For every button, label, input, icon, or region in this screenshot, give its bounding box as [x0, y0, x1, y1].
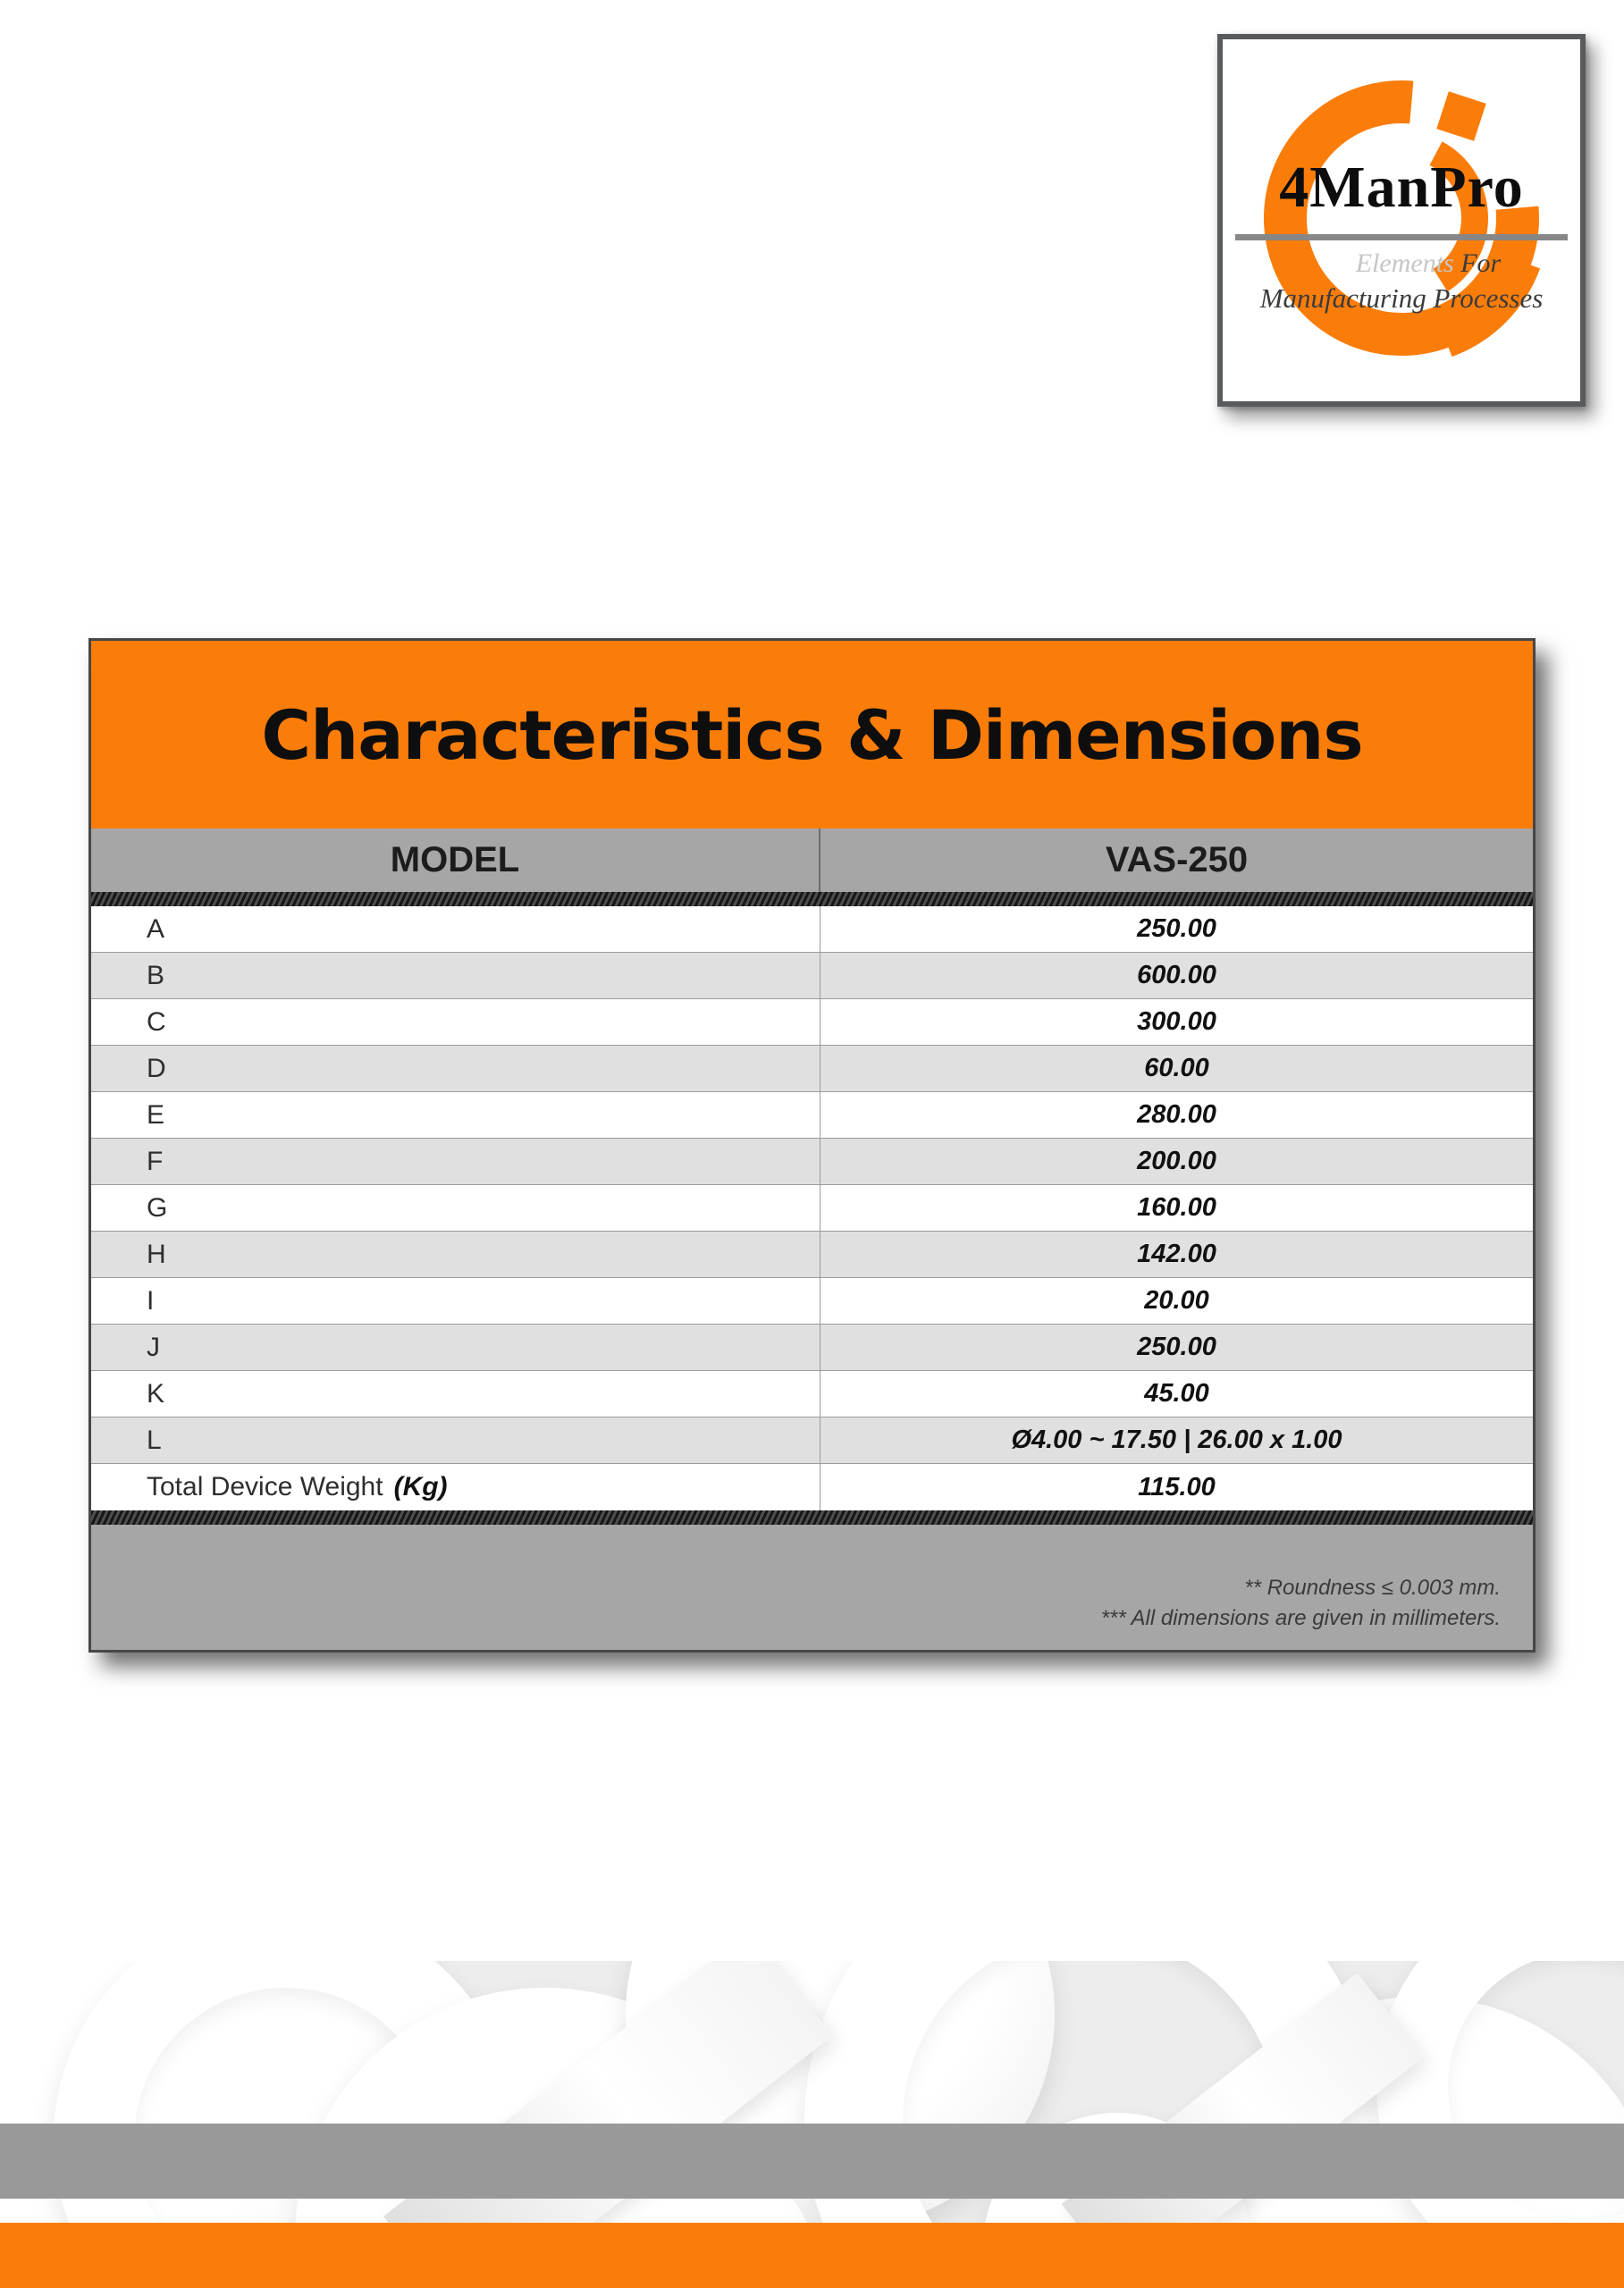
row-label: E [147, 1099, 165, 1130]
row-value: 600.00 [1137, 961, 1216, 989]
table-row [91, 1092, 1533, 1139]
row-value: 60.00 [1144, 1054, 1209, 1082]
footnote-roundness: ** Roundness ≤ 0.003 mm. [1244, 1576, 1501, 1600]
column-header-model: MODEL [91, 829, 820, 892]
table-row [91, 1325, 1533, 1371]
row-label: I [147, 1285, 155, 1316]
table-body [91, 906, 1533, 1510]
table-row [91, 953, 1533, 999]
characteristics-table [88, 638, 1536, 1653]
row-label: D [147, 1053, 166, 1083]
table-row [91, 1278, 1533, 1325]
table-row [91, 1046, 1533, 1092]
brand-tagline-line1 [1250, 248, 1607, 279]
table-title: Characteristics & Dimensions [261, 694, 1363, 775]
table-row [91, 906, 1533, 953]
tagline-elements: Elements [1355, 248, 1454, 278]
row-value: 160.00 [1137, 1193, 1216, 1222]
row-value: 45.00 [1144, 1379, 1209, 1408]
row-value: 280.00 [1137, 1100, 1216, 1129]
row-label-unit: (Kg) [393, 1472, 448, 1502]
column-header-vas250: VAS-250 [1105, 840, 1249, 879]
row-label: G [147, 1192, 168, 1223]
table-row [91, 1185, 1533, 1232]
hatch-divider-top [91, 892, 1533, 906]
decorative-footer-band [0, 1961, 1624, 2288]
row-label: K [147, 1378, 165, 1409]
row-label: J [147, 1332, 160, 1362]
tagline-for: For [1460, 248, 1502, 278]
row-value: 20.00 [1144, 1286, 1209, 1315]
row-label: L [147, 1425, 162, 1455]
row-value: 115.00 [1138, 1472, 1216, 1502]
table-row [91, 1371, 1533, 1417]
table-title-band [91, 641, 1533, 829]
row-label: C [147, 1006, 166, 1037]
table-row [91, 1139, 1533, 1185]
row-value: 250.00 [1137, 914, 1216, 943]
brand-tagline-line2: Manufacturing Processes [1259, 282, 1544, 314]
table-row [91, 1417, 1533, 1464]
table-footer [91, 1525, 1533, 1650]
table-header-row [91, 829, 1533, 892]
logo-card [1217, 34, 1586, 407]
row-label: B [147, 960, 165, 990]
brand-rule-divider [1235, 234, 1568, 240]
row-label: F [147, 1146, 164, 1176]
row-label: H [147, 1239, 166, 1269]
footer-gray-bar [0, 2124, 1624, 2199]
row-value: 200.00 [1137, 1147, 1216, 1175]
row-value: 142.00 [1137, 1240, 1216, 1268]
row-label: Total Device Weight [147, 1472, 383, 1502]
row-label: A [147, 913, 165, 944]
row-value: 250.00 [1137, 1333, 1216, 1361]
footnote-dimensions: *** All dimensions are given in millimeters. [1100, 1606, 1501, 1630]
table-row [91, 1464, 1533, 1510]
hatch-divider-bottom [91, 1510, 1533, 1525]
footer-orange-bar [0, 2223, 1624, 2288]
row-value: Ø4.00 ~ 17.50 | 26.00 x 1.00 [1011, 1426, 1342, 1454]
row-value: 300.00 [1137, 1007, 1216, 1036]
table-row [91, 1232, 1533, 1278]
brand-name: 4ManPro [1279, 155, 1524, 220]
table-row [91, 999, 1533, 1046]
